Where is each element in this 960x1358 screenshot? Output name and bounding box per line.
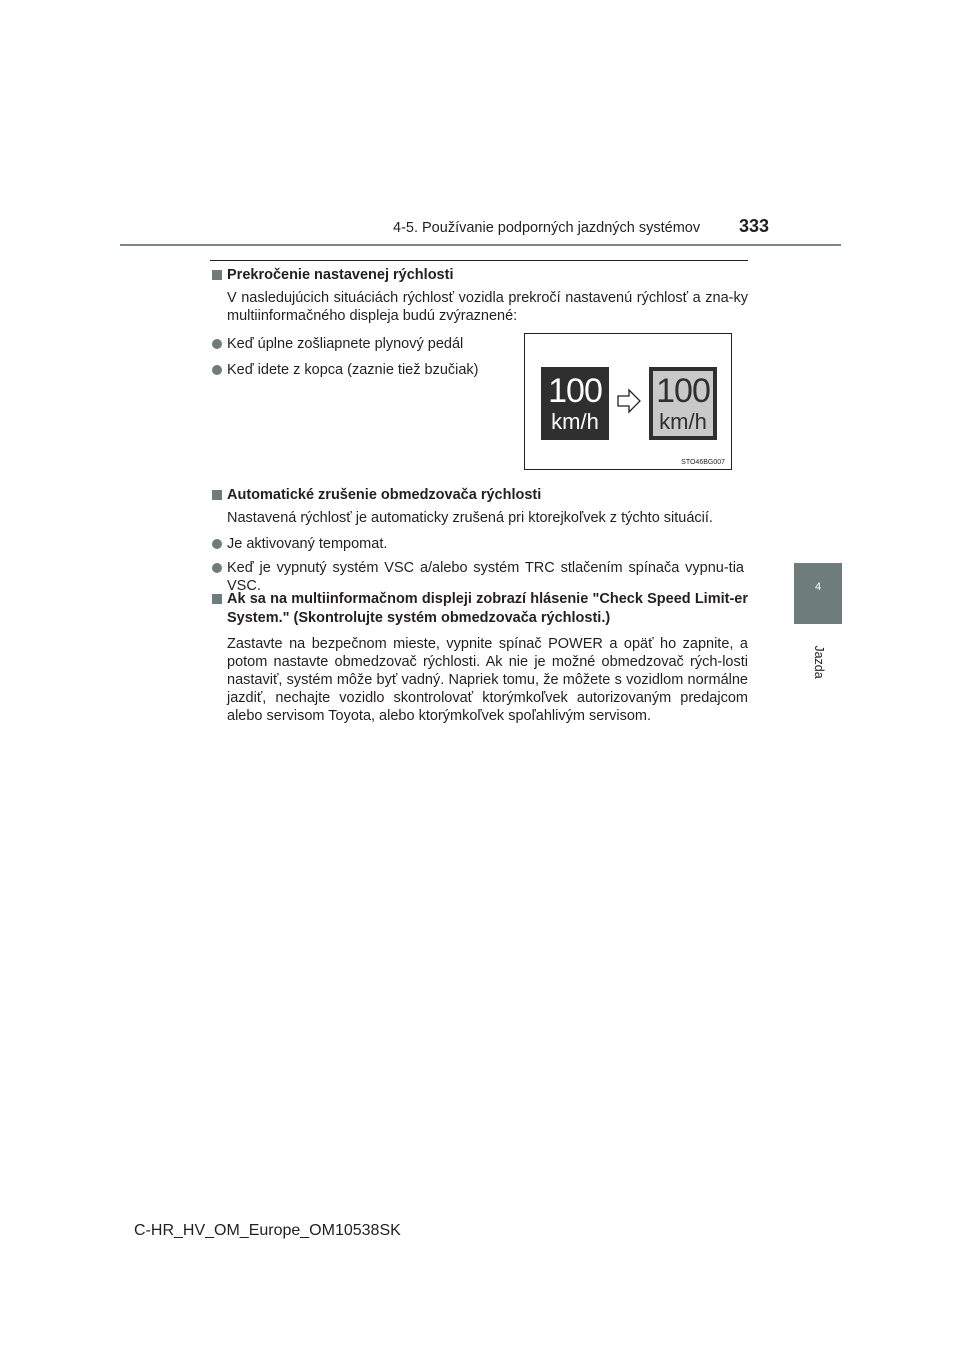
square-bullet-icon [212,594,222,604]
speed-value: 100 [656,372,710,410]
section-heading-text: Automatické zrušenie obmedzovača rýchlosti [227,487,542,503]
speed-value: 100 [548,372,602,410]
section-heading-text: Ak sa na multiinformačnom displeji zobrazí hlásenie "Check Speed Limit-er System." (Skontrolujte systém obmedzovača rýchlosti.) [227,591,748,626]
list-item [210,335,510,353]
section-paragraph: V nasledujúcich situáciách rýchlosť vozidla prekročí nastavenú rýchlosť a zna-ky multiinformačného displeja budú zvýraznené: [227,290,748,324]
arrow-right-icon [617,388,641,414]
section-heading-text: Prekročenie nastavenej rýchlosti [227,267,454,283]
round-bullet-icon [212,563,222,573]
list-item [210,535,748,553]
section-paragraph: Zastavte na bezpečnom mieste, vypnite spínač POWER a opäť ho zapnite, a potom nastavte obmedzovač rýchlosti. Ak nie je možné obmedzovač rých-losti nastaviť, systém môže byť vadný. Napriek tomu, že môžete s vozidlom normálne jazdiť, nechajte vozidlo skontrolovať ktorýmkoľvek autorizovaným predajcom alebo servisom Toyota, alebo ktorýmkoľvek spoľahlivým servisom. [227,636,748,724]
list-item-text: Keď úplne zošliapnete plynový pedál [227,336,464,352]
chapter-number: 4 [814,581,822,593]
content-divider [210,260,748,261]
section-heading [210,590,748,628]
list-item-text: Je aktivovaný tempomat. [227,536,388,552]
speed-indicator-normal [541,367,609,440]
section-heading [210,266,748,285]
section-paragraph: Nastavená rýchlosť je automaticky zrušená pri ktorejkoľvek z týchto situácií. [227,510,713,526]
bullet-list [210,335,510,379]
figure-code: STO46BG007 [681,459,725,466]
section-heading [210,486,748,505]
chapter-label: Jazda [812,645,826,679]
list-item-text: Keď idete z kopca (zaznie tiež bzučiak) [227,362,479,378]
speed-unit: km/h [659,409,707,434]
square-bullet-icon [212,490,222,500]
header-divider [120,244,841,246]
list-item [210,361,510,379]
speed-indicator-highlighted [649,367,717,440]
section-auto-cancel [210,486,748,595]
speed-display-figure [524,333,732,470]
list-item-text: Keď je vypnutý systém VSC a/alebo systém TRC stlačením spínača vypnu-tia VSC. [227,560,744,594]
speed-unit: km/h [551,409,599,434]
round-bullet-icon [212,365,222,375]
document-id: C-HR_HV_OM_Europe_OM10538SK [134,1222,401,1239]
round-bullet-icon [212,539,222,549]
header-section-title: 4-5. Používanie podporných jazdných systémov [393,220,701,236]
round-bullet-icon [212,339,222,349]
section-check-speed-limiter [210,590,748,725]
page-number: 333 [739,216,770,236]
square-bullet-icon [212,270,222,280]
